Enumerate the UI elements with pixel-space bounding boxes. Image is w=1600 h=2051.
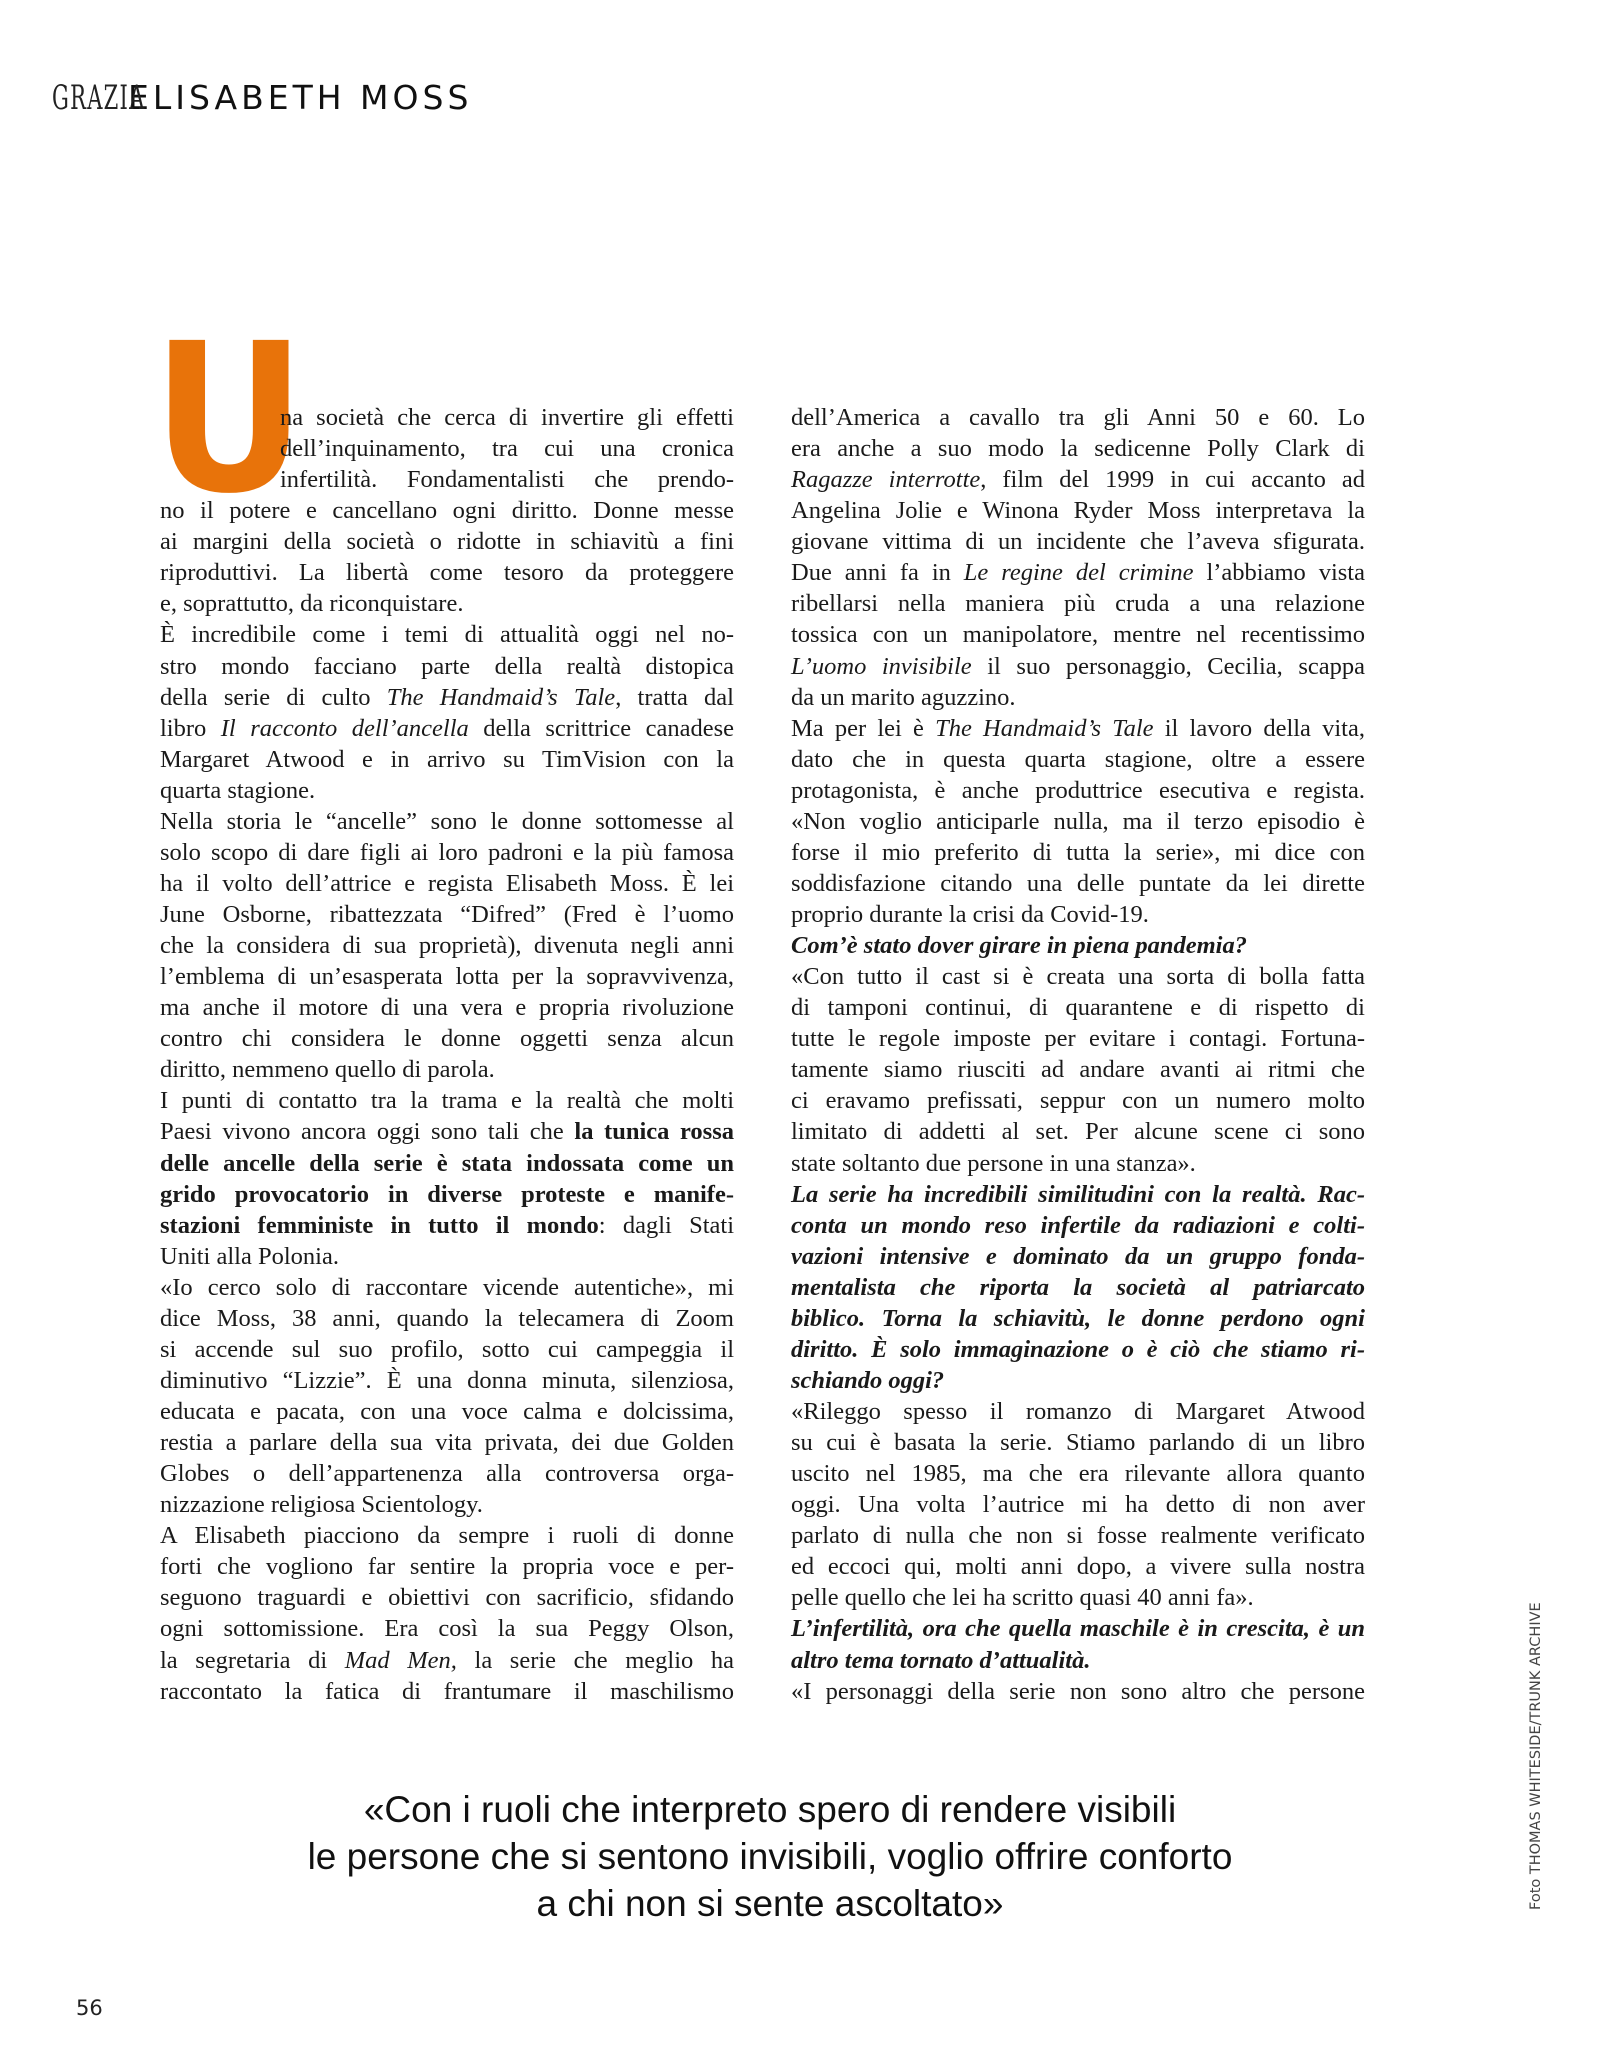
text-line [280, 402, 734, 433]
body-text: ci eravamo prefissati, seppur con un numero molto [791, 1087, 1365, 1115]
body-text: raccontato la fatica di frantumare il maschilismo [160, 1677, 734, 1705]
body-text: ed eccoci qui, molti anni dopo, a vivere sulla nostra [791, 1553, 1365, 1581]
text-line [160, 588, 734, 619]
text-line [791, 1148, 1365, 1179]
body-text: si accende sul suo profilo, sotto cui campeggia il [160, 1335, 734, 1363]
emphasis-text: grido provocatorio in diverse proteste e manife- [160, 1180, 734, 1208]
emphasis-text: conta un mondo reso infertile da radiazioni e colti- [791, 1211, 1365, 1239]
body-text: Uniti alla Polonia. [160, 1242, 339, 1270]
text-line [791, 433, 1365, 464]
emphasis-text: La serie ha incredibili similitudini con la realtà. Rac- [791, 1180, 1365, 1208]
text-line [280, 433, 734, 464]
body-text: era anche a suo modo la sedicenne Polly Clark di [791, 435, 1365, 463]
body-text: Nella storia le “ancelle” sono le donne sottomesse al [160, 807, 734, 835]
pull-quote-line: a chi non si sente ascoltato» [536, 1883, 1004, 1924]
body-text: contro chi considera le donne oggetti senza alcun [160, 1025, 734, 1053]
text-line [791, 651, 1365, 682]
body-text: Due anni fa in [791, 559, 964, 587]
text-line [791, 930, 1365, 961]
section-title: ELISABETH MOSS [128, 78, 473, 117]
body-text: educata e pacata, con una voce calma e dolcissima, [160, 1398, 734, 1425]
text-line [160, 682, 734, 713]
body-text: Globes o dell’appartenenza alla controversa orga- [160, 1460, 734, 1488]
emphasis-text: biblico. Torna la schiavitù, le donne perdono ogni [791, 1304, 1365, 1332]
emphasis-text: la tunica rossa [574, 1118, 734, 1146]
body-text: di tamponi continui, di quarantene e di rispetto di [791, 994, 1365, 1022]
body-text: seguono traguardi e obiettivi con sacrificio, sfidando [160, 1584, 734, 1612]
text-line [160, 619, 734, 650]
body-text: dell’inquinamento, tra cui una cronica [280, 435, 734, 463]
body-text: «I personaggi della serie non sono altro che persone [791, 1677, 1365, 1705]
text-line [791, 588, 1365, 619]
text-line [160, 1365, 734, 1396]
text-line [160, 992, 734, 1023]
emphasis-text: altro tema tornato d’attualità. [791, 1646, 1091, 1674]
emphasis-text: Il racconto dell’ancella [220, 714, 469, 742]
text-line [160, 1179, 734, 1210]
text-line [160, 557, 734, 588]
body-text: e, soprattutto, da riconquistare. [160, 590, 464, 618]
emphasis-text: stazioni femministe in tutto il mondo [160, 1211, 599, 1239]
body-text: stro mondo facciano parte della realtà distopica [160, 652, 734, 680]
body-text: soddisfazione citando una delle puntate da lei dirette [791, 869, 1365, 897]
text-line [791, 1396, 1365, 1427]
text-line [160, 1085, 734, 1116]
body-text: , tratta dal [615, 683, 734, 711]
body-text: quarta stagione. [160, 776, 316, 804]
text-line [791, 1613, 1365, 1644]
body-text: ribellarsi nella maniera più cruda a una relazione [791, 590, 1365, 618]
text-line [791, 1272, 1365, 1303]
magazine-logo: GRAZIA [52, 78, 146, 118]
text-line [160, 1676, 734, 1707]
text-line [160, 1520, 734, 1551]
pull-quote [180, 1786, 1360, 1927]
text-line [160, 899, 734, 930]
body-text: Paesi vivono ancora oggi sono tali che [160, 1118, 575, 1146]
text-line [791, 682, 1365, 713]
body-text: no il potere e cancellano ogni diritto. Donne messe [160, 497, 734, 525]
body-text: diritto, nemmeno quello di parola. [160, 1056, 495, 1084]
text-line [791, 1241, 1365, 1272]
emphasis-text: Mad Men, [344, 1646, 457, 1674]
page-header [52, 78, 472, 118]
body-text: dato che in questa quarta stagione, oltre a essere [791, 745, 1365, 773]
body-text: diminutivo “Lizzie”. È una donna minuta, silenziosa, [160, 1366, 734, 1394]
drop-cap: U [152, 299, 306, 539]
emphasis-text: mentalista che riporta la società al patriarcato [791, 1273, 1365, 1301]
text-line [791, 868, 1365, 899]
emphasis-text: Ragazze interrotte [791, 466, 981, 494]
body-text: proprio durante la crisi da Covid-19. [791, 901, 1149, 928]
body-text: tutte le regole imposte per evitare i contagi. Fortuna- [791, 1025, 1365, 1053]
body-text: da un marito aguzzino. [791, 683, 1016, 711]
text-line [160, 526, 734, 557]
body-text: uscito nel 1985, ma che era rilevante allora quanto [791, 1460, 1365, 1488]
text-line [791, 744, 1365, 775]
body-text: : dagli Stati [598, 1211, 734, 1239]
text-line [791, 1210, 1365, 1241]
text-line [280, 464, 734, 495]
text-line [791, 899, 1365, 930]
text-line [160, 1054, 734, 1085]
body-text: ogni sottomissione. Era così la sua Peggy Olson, [160, 1615, 734, 1643]
body-text: ha il volto dell’attrice e regista Elisabeth Moss. È lei [160, 869, 734, 897]
body-text: il lavoro della vita, [1153, 714, 1365, 742]
body-text: pelle quello che lei ha scritto quasi 40 anni fa». [791, 1584, 1254, 1612]
body-text: ma anche il motore di una vera e propria rivoluzione [160, 994, 734, 1022]
article-column-2 [791, 402, 1365, 1707]
text-line [791, 1303, 1365, 1334]
body-text: «Con tutto il cast si è creata una sorta di bolla fatta [791, 963, 1365, 991]
body-text: l’abbiamo vista [1193, 559, 1365, 587]
body-text: na società che cerca di invertire gli effetti [280, 404, 734, 431]
body-text: I punti di contatto tra la trama e la realtà che molti [160, 1087, 734, 1115]
text-line [791, 1458, 1365, 1489]
body-text: libro [160, 714, 221, 742]
body-text: tossica con un manipolatore, mentre nel recentissimo [791, 621, 1365, 649]
emphasis-text: The Handmaid’s Tale [935, 714, 1154, 742]
text-line [791, 619, 1365, 650]
text-line [160, 1303, 734, 1334]
text-line [160, 1427, 734, 1458]
text-line [791, 992, 1365, 1023]
body-text: limitato di addetti al set. Per alcune scene ci sono [791, 1118, 1365, 1146]
body-text: infertilità. Fondamentalisti che prendo- [280, 466, 734, 494]
body-text: su cui è basata la serie. Stiamo parlando di un libro [791, 1429, 1365, 1457]
text-line [791, 1365, 1365, 1396]
text-line [160, 713, 734, 744]
text-line [160, 1551, 734, 1582]
text-line [791, 837, 1365, 868]
text-line [160, 1023, 734, 1054]
body-text: Ma per lei è [791, 714, 936, 742]
text-line [791, 557, 1365, 588]
text-line [791, 1116, 1365, 1147]
text-line [160, 1241, 734, 1272]
body-text: state soltanto due persone in una stanza». [791, 1149, 1196, 1177]
body-text: Angelina Jolie e Winona Ryder Moss interpretava la [791, 497, 1365, 525]
photo-credit: Foto THOMAS WHITESIDE/TRUNK ARCHIVE [1528, 1602, 1544, 1910]
body-text: restia a parlare della sua vita privata, dei due Golden [160, 1429, 734, 1457]
text-line [791, 1582, 1365, 1613]
emphasis-text: Com’è stato dover girare in piena pandemia? [791, 932, 1247, 960]
body-text: la segretaria di [160, 1646, 345, 1674]
text-line [791, 1645, 1365, 1676]
text-line [160, 1116, 734, 1147]
emphasis-text: L’uomo invisibile [791, 652, 972, 680]
body-text: l’emblema di un’esasperata lotta per la sopravvivenza, [160, 963, 734, 991]
text-line [160, 1489, 734, 1520]
body-text: «Rileggo spesso il romanzo di Margaret Atwood [791, 1398, 1365, 1425]
body-text: , film del 1999 in cui accanto ad [980, 466, 1365, 494]
text-line [160, 1210, 734, 1241]
body-text: A Elisabeth piacciono da sempre i ruoli di donne [160, 1522, 734, 1550]
text-line [791, 464, 1365, 495]
text-line [791, 526, 1365, 557]
text-line [160, 775, 734, 806]
emphasis-text: Le regine del crimine [963, 559, 1194, 587]
body-text: la serie che meglio ha [456, 1646, 734, 1674]
body-text: forti che vogliono far sentire la propria voce e per- [160, 1553, 734, 1581]
pull-quote-line: le persone che si sentono invisibili, voglio offrire conforto [307, 1836, 1233, 1877]
body-text: nizzazione religiosa Scientology. [160, 1491, 483, 1519]
body-text: parlato di nulla che non si fosse realmente verificato [791, 1522, 1365, 1550]
body-text: della serie di culto [160, 683, 387, 711]
body-text: riproduttivi. La libertà come tesoro da proteggere [160, 559, 734, 587]
body-text: oggi. Una volta l’autrice mi ha detto di non aver [791, 1491, 1365, 1519]
pull-quote-line: «Con i ruoli che interpreto spero di rendere visibili [363, 1789, 1177, 1830]
body-text: June Osborne, ribattezzata “Difred” (Fred è l’uomo [160, 901, 734, 928]
text-line [160, 744, 734, 775]
text-line [160, 1582, 734, 1613]
text-line [160, 1613, 734, 1644]
body-text: protagonista, è anche produttrice esecutiva e regista. [791, 776, 1365, 804]
emphasis-text: delle ancelle della serie è stata indossata come un [160, 1149, 734, 1177]
text-line [160, 651, 734, 682]
text-line [160, 1458, 734, 1489]
emphasis-text: diritto. È solo immaginazione o è ciò che stiamo ri- [791, 1335, 1365, 1363]
body-text: solo scopo di dare figli ai loro padroni e la più famosa [160, 838, 734, 866]
text-line [791, 1334, 1365, 1365]
text-line [160, 495, 734, 526]
page-number: 56 [76, 1996, 103, 2020]
body-text: Margaret Atwood e in arrivo su TimVision con la [160, 745, 734, 773]
text-line [160, 837, 734, 868]
body-text: È incredibile come i temi di attualità oggi nel no- [160, 621, 734, 649]
body-text: ai margini della società o ridotte in schiavitù a fini [160, 528, 734, 556]
body-text: dell’America a cavallo tra gli Anni 50 e 60. Lo [791, 404, 1365, 431]
text-line [791, 961, 1365, 992]
text-line [791, 713, 1365, 744]
text-line [791, 806, 1365, 837]
text-line [160, 1334, 734, 1365]
text-line [791, 1179, 1365, 1210]
text-line [791, 1023, 1365, 1054]
article-column-1 [160, 402, 734, 1707]
text-line [791, 1489, 1365, 1520]
body-text: dice Moss, 38 anni, quando la telecamera di Zoom [160, 1304, 734, 1332]
text-line [791, 495, 1365, 526]
body-text: tamente siamo riusciti ad andare avanti ai ritmi che [791, 1056, 1365, 1084]
text-line [160, 961, 734, 992]
text-line [160, 1645, 734, 1676]
text-line [791, 1551, 1365, 1582]
emphasis-text: L’infertilità, ora che quella maschile è in crescita, è un [791, 1615, 1365, 1643]
text-line [160, 868, 734, 899]
emphasis-text: vazioni intensive e dominato da un gruppo fonda- [791, 1242, 1365, 1270]
text-line [791, 1427, 1365, 1458]
text-line [791, 1085, 1365, 1116]
text-line [791, 775, 1365, 806]
body-text: della scrittrice canadese [468, 714, 734, 742]
body-text: «Non voglio anticiparle nulla, ma il terzo episodio è [791, 807, 1365, 835]
text-line [160, 1148, 734, 1179]
emphasis-text: The Handmaid’s Tale [386, 683, 616, 711]
body-text: «Io cerco solo di raccontare vicende autentiche», mi [160, 1273, 734, 1301]
emphasis-text: schiando oggi? [791, 1366, 945, 1394]
text-line [160, 806, 734, 837]
text-line [791, 1520, 1365, 1551]
text-line [791, 402, 1365, 433]
text-line [160, 930, 734, 961]
text-line [160, 1396, 734, 1427]
text-line [791, 1676, 1365, 1707]
text-line [160, 1272, 734, 1303]
body-text: che la considera di sua proprietà), divenuta negli anni [160, 932, 734, 960]
body-text: il suo personaggio, Cecilia, scappa [971, 652, 1365, 680]
body-text: giovane vittima di un incidente che l’aveva sfigurata. [791, 528, 1365, 556]
body-text: forse il mio preferito di tutta la serie», mi dice con [791, 838, 1365, 866]
text-line [791, 1054, 1365, 1085]
